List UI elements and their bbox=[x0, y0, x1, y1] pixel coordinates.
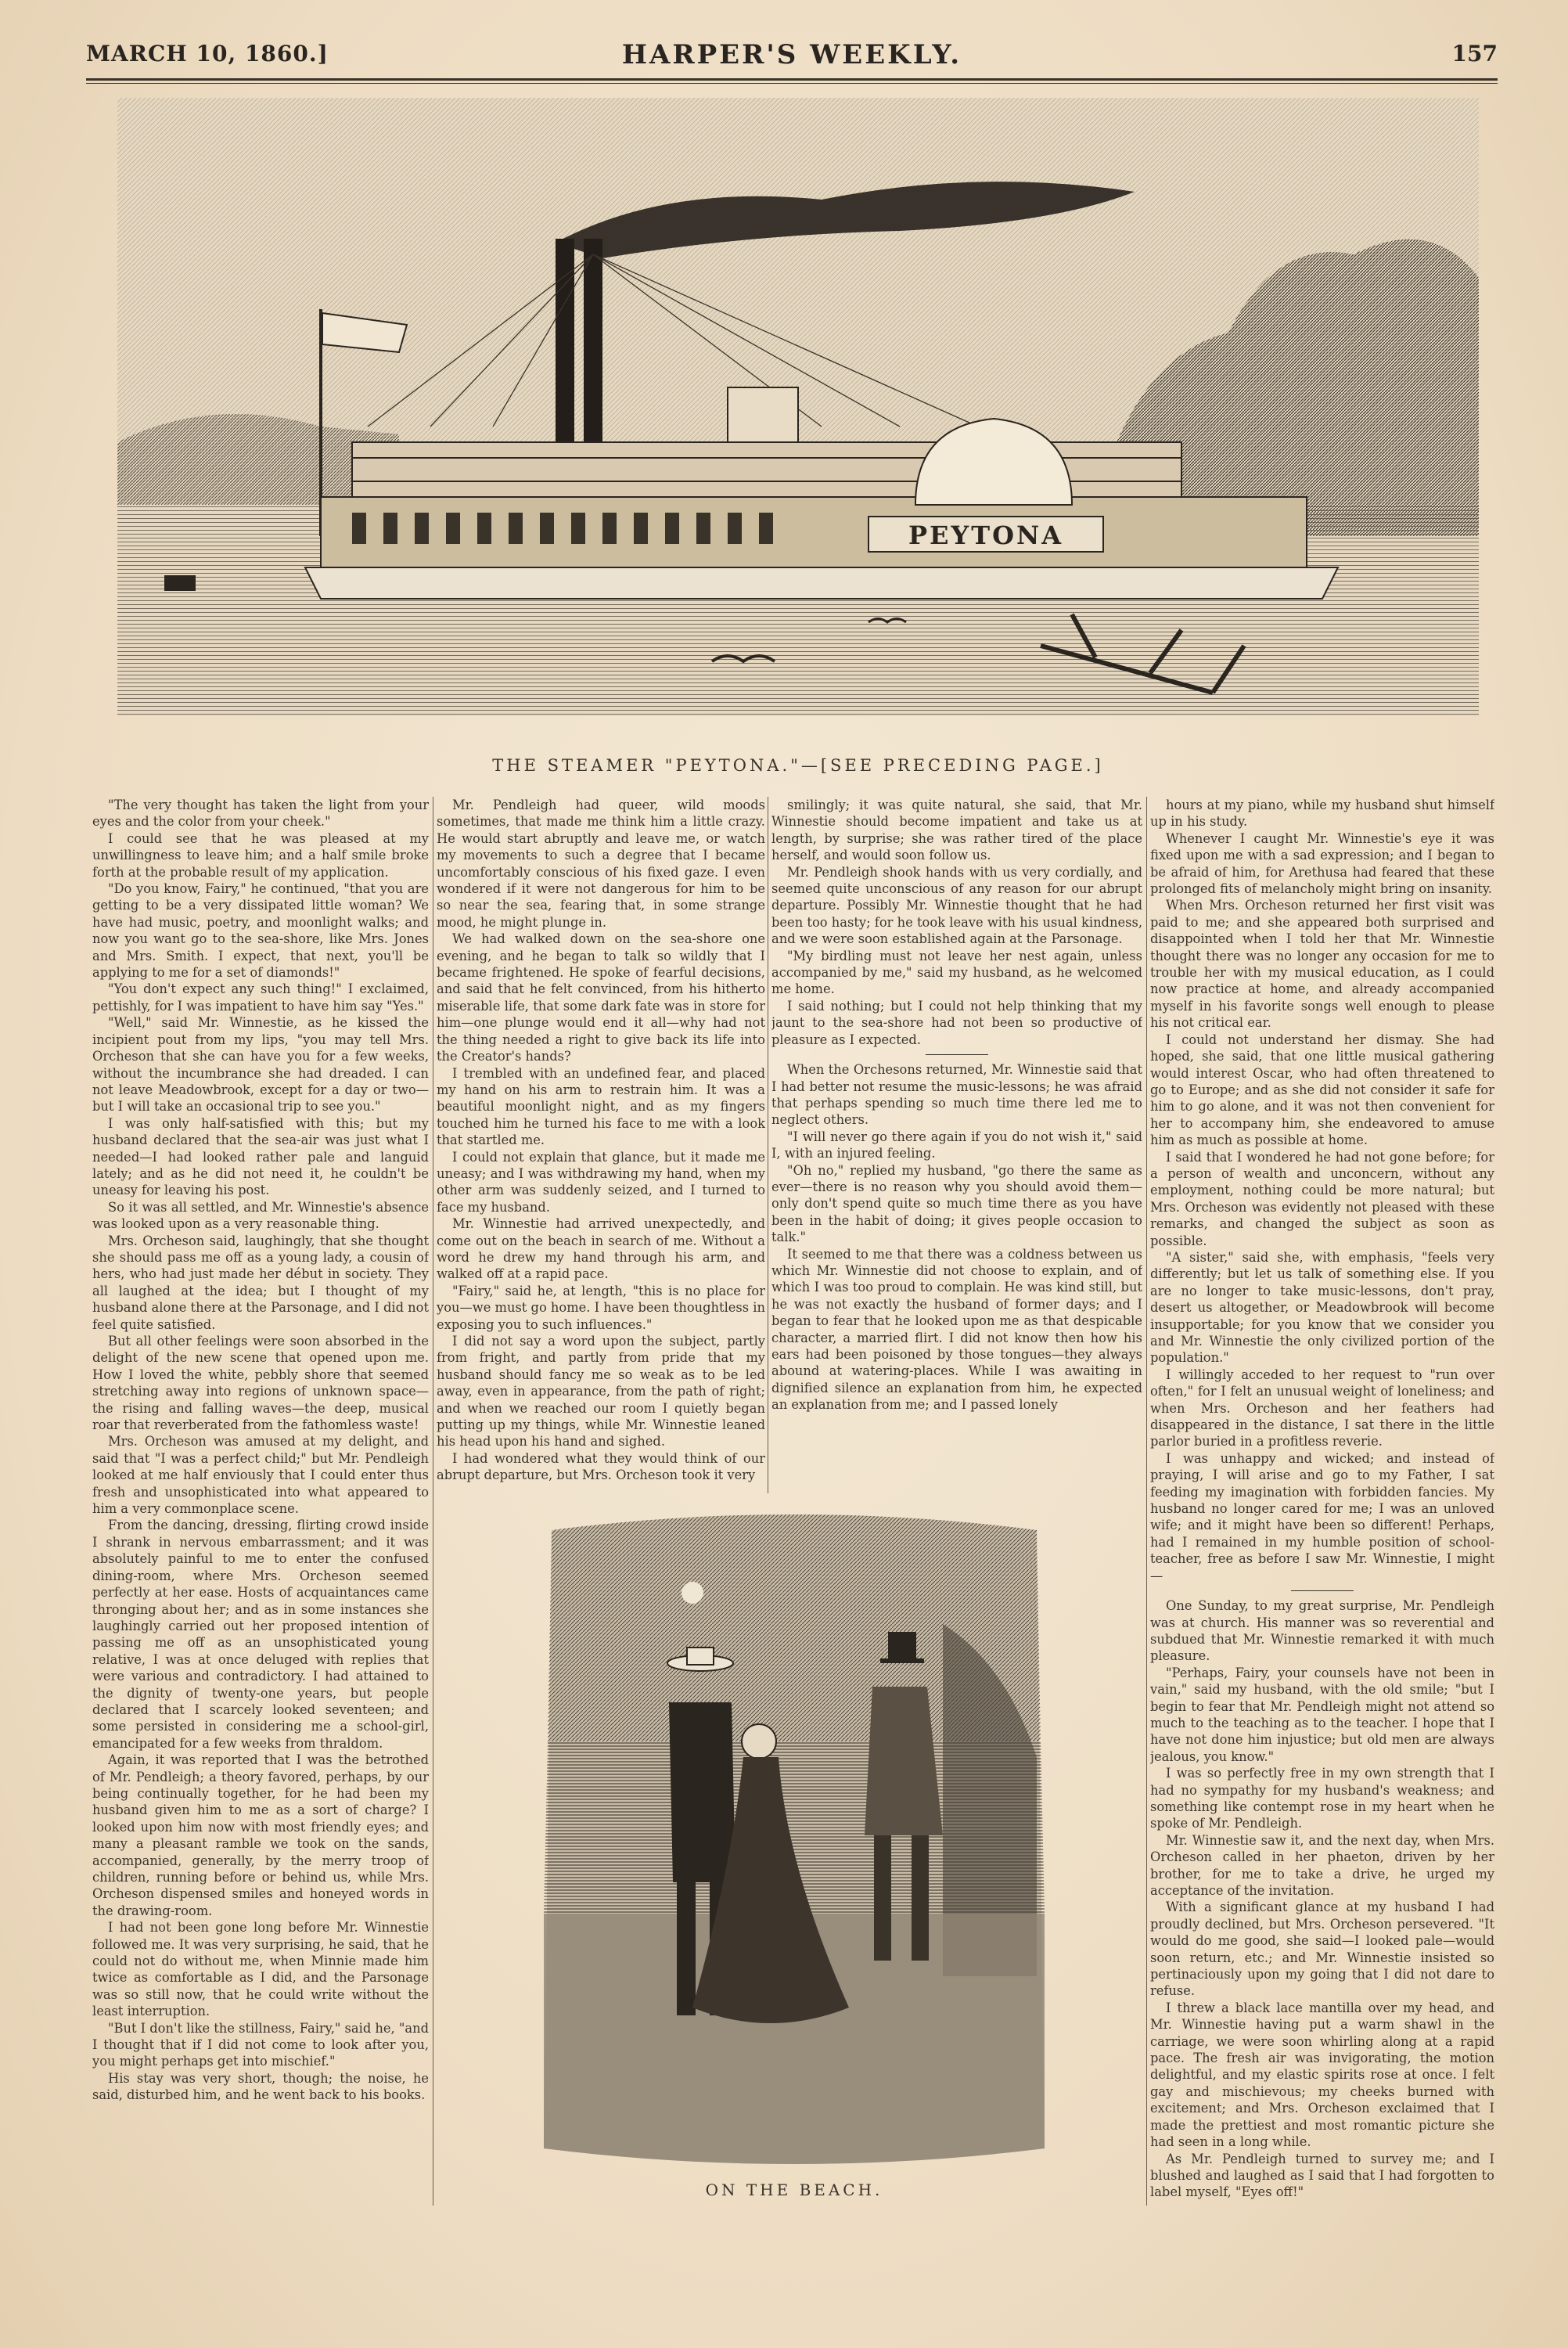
paragraph: smilingly; it was quite natural, she said, that Mr. Winnestie should become impatient and take us at length, by surprise; she was rather tired of the place herself, and would soon follow us. bbox=[771, 798, 1142, 863]
column-rule bbox=[1146, 797, 1147, 2206]
text-column-3 bbox=[771, 797, 1142, 1489]
paragraph: "Fairy," said he, at length, "this is no place for you—we must go home. I have been thoughtless in exposing you to such influences." bbox=[437, 1283, 765, 1332]
pilot-house bbox=[728, 387, 798, 442]
beach-caption: ON THE BEACH. bbox=[705, 2181, 883, 2199]
paragraph: From the dancing, dressing, flirting crowd inside I shrank in nervous embarrassment; and it was absolutely painful to me to enter the confused dining-room, where Mrs. Orcheson seemed perfectly at her ease. Hosts of acquaintances came thronging about her; and as in some instances she laughingly carried out her proposed intention of passing me off as an unsophisticated young relative, I was at once deluged with replies that were various and contradictory. I had attained to the dignity of twenty-one years, but people declared that I scarcely looked seventeen; and some persisted in considering me a school-girl, emancipated for a few weeks from thraldom. bbox=[92, 1518, 429, 1751]
masthead bbox=[86, 41, 1498, 77]
paragraph: Mr. Winnestie saw it, and the next day, when Mrs. Orcheson called in her phaeton, driven by her brother, for me to take a drive, he urged my acceptance of the invitation. bbox=[1150, 1832, 1494, 1898]
beach-illustration bbox=[536, 1507, 1052, 2172]
paragraph: I did not say a word upon the subject, partly from fright, and partly from pride that my husband should fancy me so weak as to be led away, even in appearance, from the path of right; and when we reached our room I quietly began putting up my things, while Mr. Winnestie leaned his head upon his hand and sighed. bbox=[437, 1334, 765, 1449]
moon bbox=[682, 1582, 703, 1604]
header-rule-thin bbox=[86, 83, 1498, 84]
paragraph: I was unhappy and wicked; and instead of praying, I will arise and go to my Father, I sat feeding my imagination with forbidden fancies. My husband no longer cared for me; I was an unloved wife; and it might have been so different! Perhaps, had I remained in my humble position of school-teacher, free as before I saw Mr. Winnestie, I might— bbox=[1150, 1450, 1494, 1583]
main-deck bbox=[321, 497, 1307, 567]
paragraph: One Sunday, to my great surprise, Mr. Pendleigh was at church. His manner was so reverential and subdued that Mr. Winnestie remarked it with much pleasure. bbox=[1150, 1598, 1494, 1664]
paragraph: Again, it was reported that I was the betrothed of Mr. Pendleigh; a theory favored, perhaps, by our being continually together, for he had been my husband given him to me as a sort of charge? I looked upon him now with most friendly eyes; and many a pleasant ramble we took on the sands, accompanied, generally, by the merry troop of children, running before or behind us, while Mrs. Orcheson dispensed smiles and honeyed words in the drawing-room. bbox=[92, 1752, 429, 1918]
paragraph: Mr. Pendleigh had queer, wild moods sometimes, that made me think him a little crazy. He would start abruptly and leave me, or watch my movements to such a degree that I became uncomfortably conscious of his fixed gaze. I even wondered if it were not dangerous for him to be so near the sea, fearing that, in some strange mood, he might plunge in. bbox=[437, 798, 765, 930]
paragraph: "My birdling must not leave her nest again, unless accompanied by me," said my husband, as he welcomed me home. bbox=[771, 948, 1142, 997]
paragraph: Mrs. Orcheson said, laughingly, that she thought she should pass me off as a young lady, a cousin of hers, who had just made her début in society. They all laughed at the idea; but I thought of my husband alone there at the Parsonage, and I did not feel quite satisfied. bbox=[92, 1233, 429, 1332]
paragraph: "Do you know, Fairy," he continued, "that you are getting to be a very dissipated little woman? We have had music, poetry, and moonlight walks; and now you want go to the sea-shore, like Mrs. Jones and Mrs. Smith. I expect, that next, you'll be applying to me for a set of diamonds!" bbox=[92, 881, 429, 981]
paragraph: I was so perfectly free in my own strength that I had no sympathy for my husband's weakness; and something like contempt rose in my heart when he spoke of Mr. Pendleigh. bbox=[1150, 1766, 1494, 1831]
paragraph: "You don't expect any such thing!" I exclaimed, pettishly, for I was impatient to have him say "Yes." bbox=[92, 981, 429, 1014]
paragraph: I had not been gone long before Mr. Winnestie followed me. It was very surprising, he said, that he could not do without me, when Minnie made him twice as comfortable as I did, and the Parsonage was so still now, that he could write without the least interruption. bbox=[92, 1920, 429, 2019]
paragraph: I said that I wondered he had not gone before; for a person of wealth and unconcern, without any employment, nothing could be more natural; but Mrs. Orcheson was evidently not pleased with these remarks, and changed the subject as soon as possible. bbox=[1150, 1149, 1494, 1248]
paragraph: "I will never go there again if you do not wish it," said I, with an injured feeling. bbox=[771, 1129, 1142, 1161]
second-man-legs bbox=[912, 1835, 929, 1961]
issue-date: MARCH 10, 1860.] bbox=[86, 41, 329, 67]
section-break-rule bbox=[1291, 1590, 1354, 1591]
steamer-illustration bbox=[117, 98, 1479, 716]
paragraph: I said nothing; but I could not help thinking that my jaunt to the sea-shore had not been so productive of pleasure as I expected. bbox=[771, 998, 1142, 1047]
section-break-rule bbox=[926, 1054, 988, 1055]
paragraph: I threw a black lace mantilla over my head, and Mr. Winnestie having put a warm shawl in the carriage, we were soon whirling along at a rapid pace. The fresh air was invigorating, the motion delightful, and my elastic spirits rose at once. I felt gay and mischievous; my cheeks burned with excitement; and Mrs. Orcheson exclaimed that I made the prettiest and most romantic picture she had seen in a long while. bbox=[1150, 2000, 1494, 2150]
steamer-engraving bbox=[117, 98, 1479, 716]
paragraph: We had walked down on the sea-shore one evening, and he began to talk so wildly that I became frightened. He spoke of fearful decisions, and said that he felt convinced, from his hitherto miserable life, that some dark fate was in store for him—one plunge would end it all—why had not the thing needed a right to give back its life into the Creator's hands? bbox=[437, 931, 765, 1064]
text-column-1 bbox=[92, 797, 429, 2206]
paragraph: I was only half-satisfied with this; but my husband declared that the sea-air was just what I needed—I had looked rather pale and languid lately; and as he did not need it, he couldn't be uneasy for leaving his post. bbox=[92, 1115, 429, 1198]
paragraph: Mrs. Orcheson was amused at my delight, and said that "I was a perfect child;" but Mr. Pendleigh looked at me half enviously that I could enter thus fresh and unsophisticated into what appeared to him a very commonplace scene. bbox=[92, 1434, 429, 1517]
paragraph: I could see that he was pleased at my unwillingness to leave him; and a half smile broke forth at the probable result of my application. bbox=[92, 830, 429, 880]
paragraph: "But I don't like the stillness, Fairy," said he, "and I thought that if I did not come to look after you, you might perhaps get into mischief." bbox=[92, 2020, 429, 2069]
paragraph: I could not understand her dismay. She had hoped, she said, that one little musical gathering would interest Oscar, who had often threatened to go to Europe; and as she did not consider it safe for him to go alone, and it was not then convenient for her to accompany him, she endeavored to amuse him as much as possible at home. bbox=[1150, 1032, 1494, 1148]
man-figure bbox=[669, 1702, 735, 1882]
paragraph: "Oh no," replied my husband, "go there the same as ever—there is no reason why you should avoid them—only don't spend quite so much time there as you have been in the habit of doing; it gives people occasion to talk." bbox=[771, 1162, 1142, 1245]
hull bbox=[305, 567, 1338, 599]
woman-head bbox=[742, 1724, 776, 1759]
paragraph: It seemed to me that there was a coldness between us which Mr. Winnestie did not choose to explain, and of which I was too proud to complain. He was kind still, but he was not exactly the husband of former days; and I began to fear that he looked upon me as that despicable character, a married flirt. I did not know then how his ears had been poisoned by those tongues—they always abound at watering-places. While I was awaiting in dignified silence an explanation from him, he expected an explanation from me; and I passed lonely bbox=[771, 1246, 1142, 1413]
hull-name: PEYTONA bbox=[908, 520, 1064, 550]
paragraph: Mr. Pendleigh shook hands with us very cordially, and seemed quite unconscious of any reason for our abrupt departure. Possibly Mr. Winnestie thought that he had been too hasty; for he took leave with his usual kindness, and we were soon established again at the Parsonage. bbox=[771, 864, 1142, 947]
paragraph: Mr. Winnestie had arrived unexpectedly, and come out on the beach in search of me. Without a word he drew my hand through his arm, and walked off at a rapid pace. bbox=[437, 1216, 765, 1282]
paragraph: I trembled with an undefined fear, and placed my hand on his arm to restrain him. It was a beautiful moonlight night, and as my fingers touched him he turned his face to me with a look that startled me. bbox=[437, 1065, 765, 1148]
paragraph: "Well," said Mr. Winnestie, as he kissed the incipient pout from my lips, "you may tell Mrs. Orcheson that she can have you for a few weeks, without the incumbrance she had dreaded. I can not leave Meadowbrook, except for a day or two—but I will take an occasional trip to see you." bbox=[92, 1015, 429, 1115]
page-number: 157 bbox=[1451, 41, 1498, 67]
paragraph: Whenever I caught Mr. Winnestie's eye it was fixed upon me with a sad expression; and I began to be afraid of him, for Arethusa had feared that these prolonged fits of melancholy might bring on insanity. bbox=[1150, 830, 1494, 897]
paragraph: I willingly acceded to her request to "run over often," for I felt an unusual weight of loneliness; and when Mrs. Orcheson and her feathers had disappeared in the distance, I sat there in the little parlor buried in a profitless reverie. bbox=[1150, 1367, 1494, 1449]
paragraph: As Mr. Pendleigh turned to survey me; and I blushed and laughed as I said that I had forgotten to label myself, "Eyes off!" bbox=[1150, 2151, 1494, 2200]
header-rule bbox=[86, 78, 1498, 81]
paragraph: So it was all settled, and Mr. Winnestie's absence was looked upon as a very reasonable thing. bbox=[92, 1199, 429, 1232]
second-man-legs bbox=[874, 1835, 891, 1961]
paragraph: "A sister," said she, with emphasis, "feels very differently; but let us talk of something else. If you are no longer to take music-lessons, don't pray, desert us altogether, or Meadowbrook will become insupportable; for you know that we consider you and Mr. Winnestie the only civilized portion of the population." bbox=[1150, 1249, 1494, 1366]
beach-engraving bbox=[536, 1507, 1052, 2172]
straw-hat bbox=[687, 1648, 714, 1665]
paragraph: But all other feelings were soon absorbed in the delight of the new scene that opened upon me. How I loved the white, pebbly shore that seemed stretching away into regions of unknown space—the rising and falling waves—the deep, musical roar that reverberated from the fathomless waste! bbox=[92, 1334, 429, 1433]
paragraph: I had wondered what they would think of our abrupt departure, but Mrs. Orcheson took it very bbox=[437, 1450, 765, 1483]
paragraph: hours at my piano, while my husband shut himself up in his study. bbox=[1150, 798, 1494, 830]
top-hat bbox=[880, 1658, 924, 1663]
paragraph: When Mrs. Orcheson returned her first visit was paid to me; and she appeared both surprised and disappointed when I told her that Mr. Winnestie thought there was no longer any occasion for me to trouble her with my musical education, as I could now practice at home, and already accompanied myself in his favorite songs well enough to please his not critical ear. bbox=[1150, 898, 1494, 1031]
paragraph: When the Orchesons returned, Mr. Winnestie said that I had better not resume the music-lessons; he was afraid that perhaps spending so much time there led me to neglect others. bbox=[771, 1062, 1142, 1128]
text-column-4 bbox=[1150, 797, 1494, 2206]
steamer-caption: THE STEAMER "PEYTONA."—[SEE PRECEDING PAGE.] bbox=[492, 756, 1104, 775]
paragraph: I could not explain that glance, but it made me uneasy; and I was withdrawing my hand, when my other arm was suddenly seized, and I turned to face my husband. bbox=[437, 1149, 765, 1215]
small-boat bbox=[164, 575, 196, 591]
publication-title: HARPER'S WEEKLY. bbox=[621, 39, 962, 70]
top-hat bbox=[888, 1632, 916, 1660]
paragraph: "Perhaps, Fairy, your counsels have not been in vain," said my husband, with the old smile; "but I begin to fear that Mr. Pendleigh might not attend so much to the teaching as to the teacher. I hope that I have not done him injustice; but old men are always jealous, you know." bbox=[1150, 1665, 1494, 1764]
paragraph: His stay was very short, though; the noise, he said, disturbed him, and he went back to his books. bbox=[92, 2070, 429, 2103]
paragraph: "The very thought has taken the light from your eyes and the color from your cheek." bbox=[92, 798, 429, 830]
text-column-2 bbox=[437, 797, 765, 1493]
man-legs bbox=[677, 1882, 696, 2015]
paragraph: With a significant glance at my husband I had proudly declined, but Mrs. Orcheson persevered. "It would do me good, she said—I looked pale—would soon return, etc.; and Mr. Winnestie insisted so pertinaciously upon my going that I did not dare to refuse. bbox=[1150, 1900, 1494, 1999]
